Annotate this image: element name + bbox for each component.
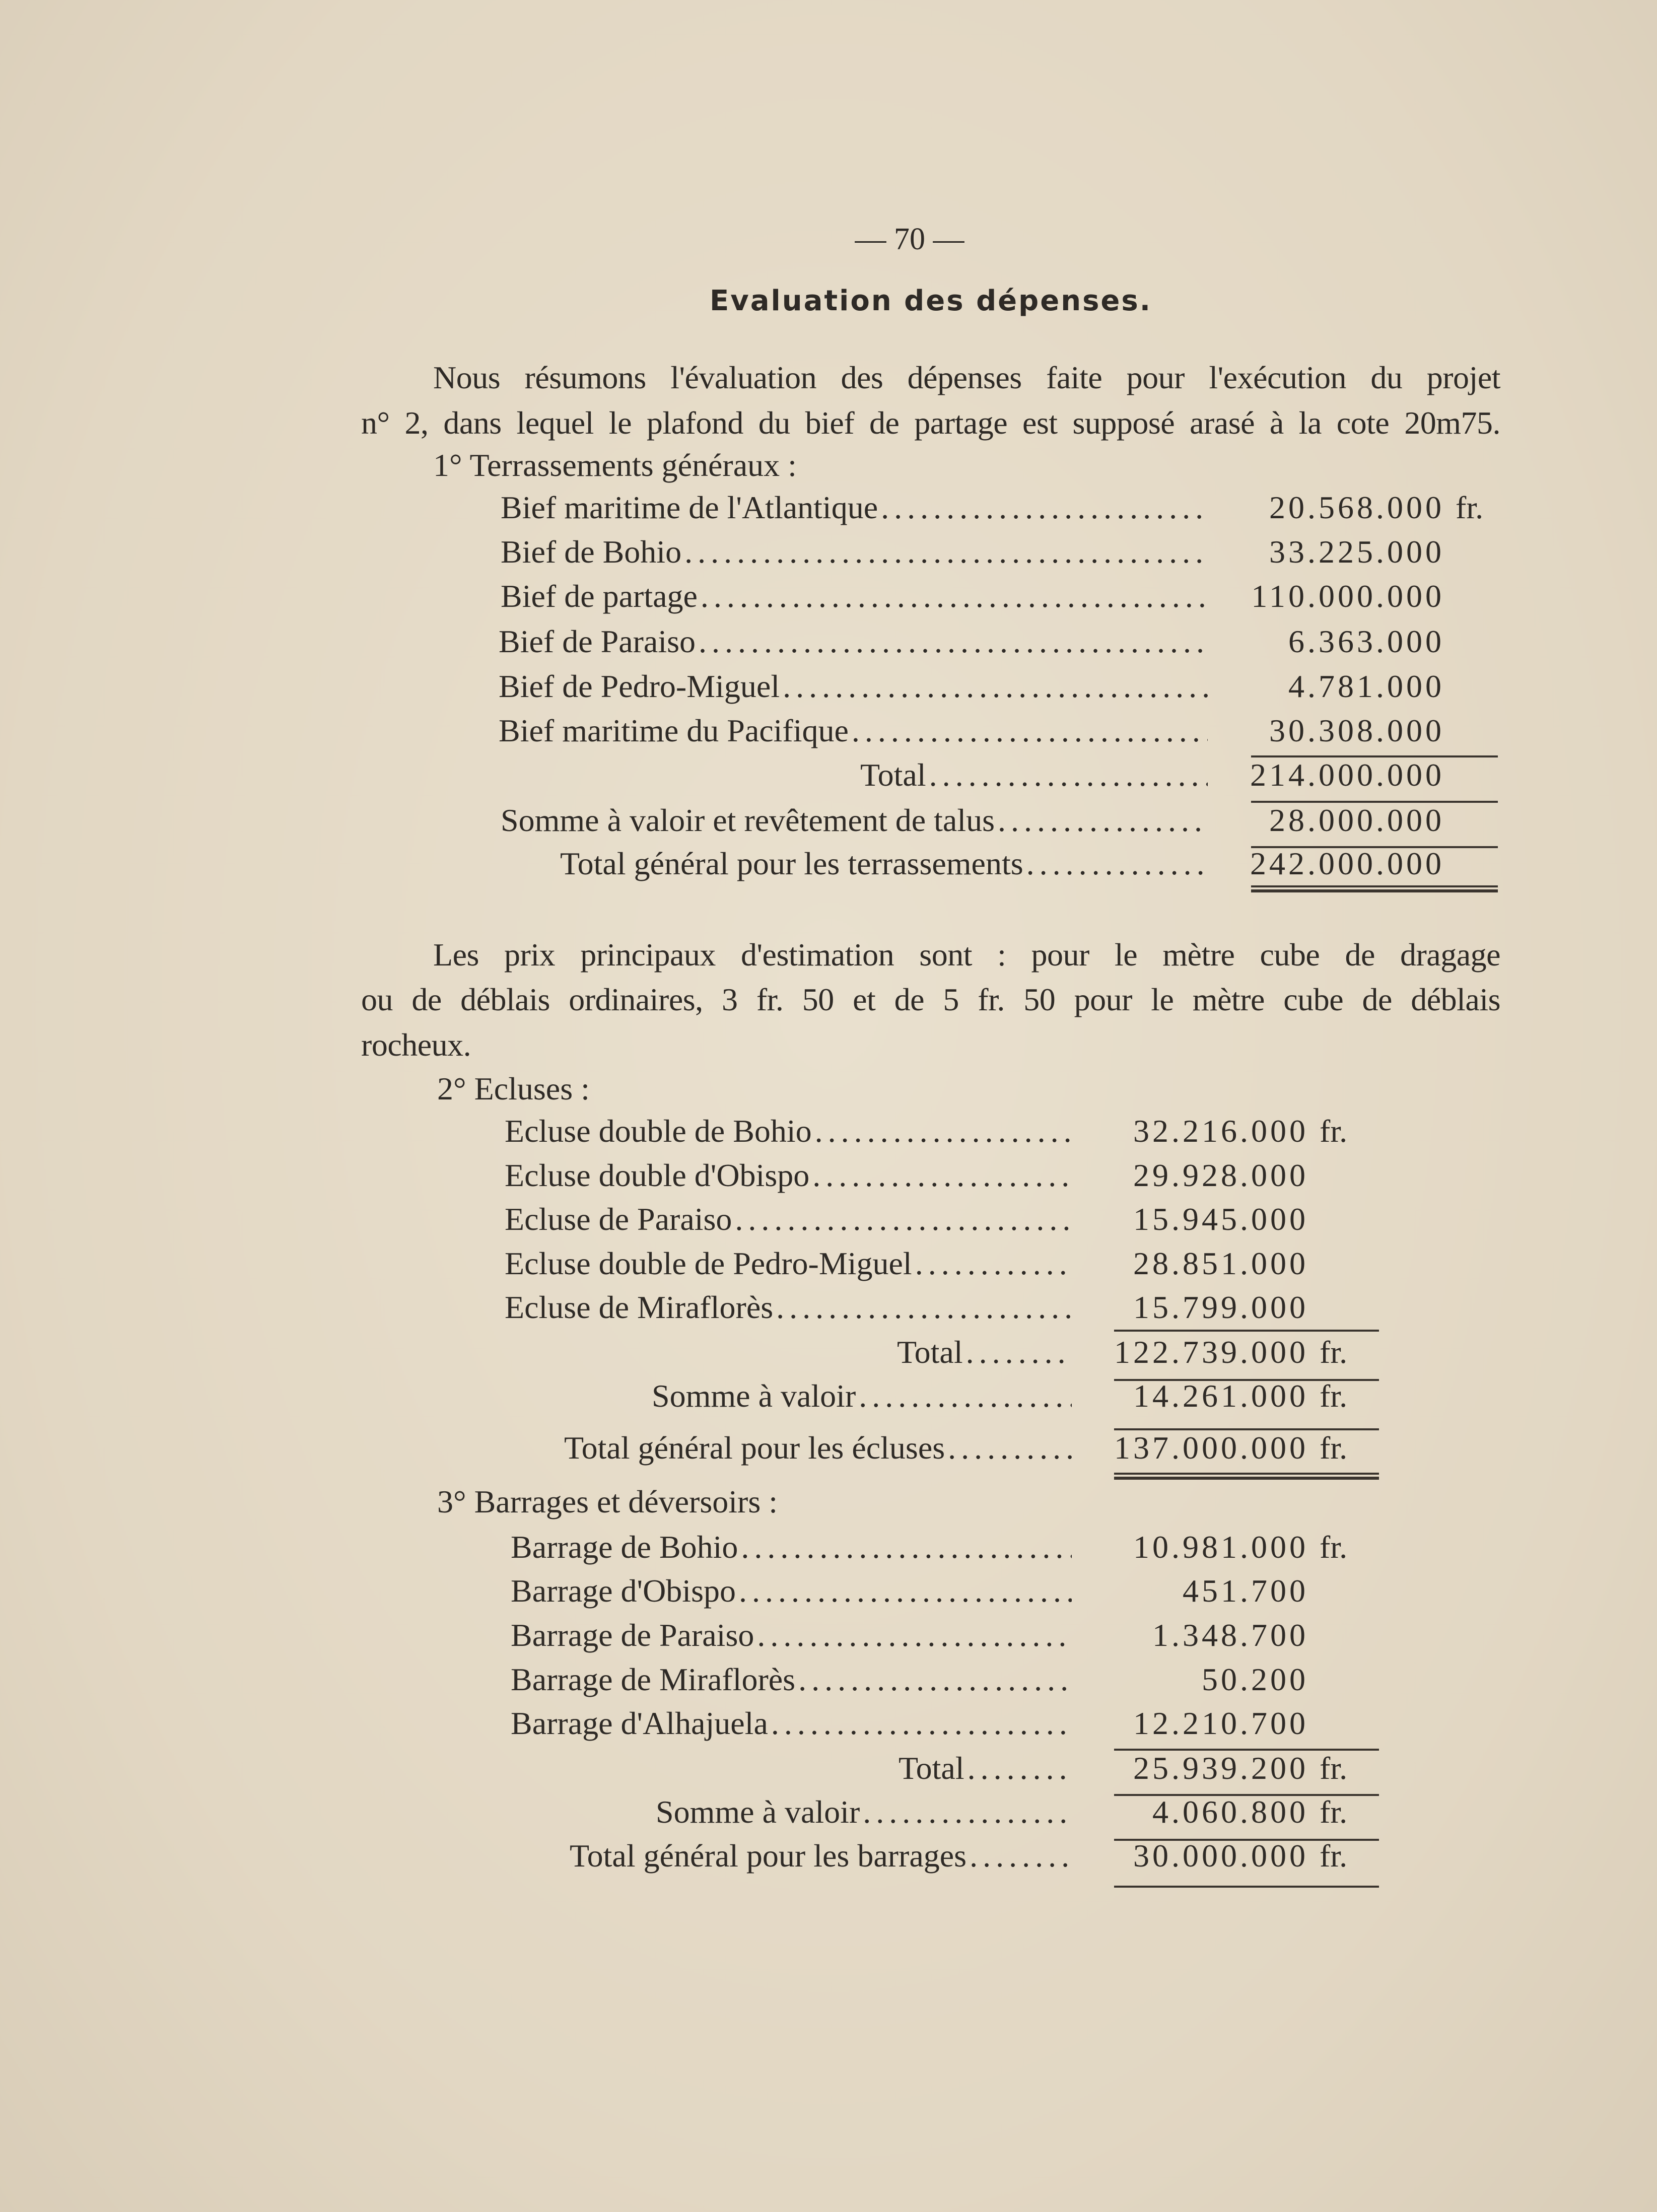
row-value: 451.700 xyxy=(1183,1573,1308,1609)
row-unit: fr. xyxy=(1320,1794,1348,1830)
row-label: Somme à valoir xyxy=(656,1794,860,1830)
cost-row xyxy=(505,1241,1360,1286)
row-value: 242.000.000 xyxy=(1250,846,1444,881)
row-value: 1.348.700 xyxy=(1152,1617,1308,1653)
row-label: Barrage de Miraflorès xyxy=(511,1662,796,1697)
total-row xyxy=(860,752,1491,798)
row-value: 32.216.000 xyxy=(1133,1113,1308,1149)
prix-line-3: rocheux. xyxy=(361,1027,471,1063)
dot-leader xyxy=(968,1746,1072,1791)
row-value: 25.939.200 xyxy=(1133,1750,1308,1786)
row-value: 4.781.000 xyxy=(1288,668,1444,704)
somme-row xyxy=(501,798,1491,843)
cost-row xyxy=(505,1109,1360,1154)
dot-leader xyxy=(970,1833,1072,1879)
row-label: Total xyxy=(899,1750,964,1786)
total-row xyxy=(899,1746,1360,1791)
row-value: 28.000.000 xyxy=(1269,802,1444,838)
row-label: Total général pour les terrassements xyxy=(560,846,1023,881)
dot-leader xyxy=(741,1525,1072,1570)
row-value: 33.225.000 xyxy=(1269,534,1444,570)
prix-line-2: ou de déblais ordinaires, 3 fr. 50 et de 5 fr. 50 pour le mètre cube de déblais xyxy=(361,982,1500,1017)
row-value: 15.945.000 xyxy=(1133,1201,1308,1237)
row-unit: fr. xyxy=(1320,1334,1348,1370)
row-label: Total xyxy=(860,757,926,793)
dot-leader xyxy=(966,1330,1072,1375)
row-label: Bief de Pedro-Miguel xyxy=(499,668,780,704)
row-value: 28.851.000 xyxy=(1133,1246,1308,1281)
terrassements-heading: 1° Terrassements généraux : xyxy=(433,447,797,483)
row-label: Somme à valoir et revêtement de talus xyxy=(501,802,995,838)
row-label: Barrage d'Alhajuela xyxy=(511,1705,768,1741)
dot-leader xyxy=(998,798,1208,843)
row-label: Bief de Paraiso xyxy=(499,624,696,659)
dot-leader xyxy=(699,619,1208,664)
row-label: Ecluse double de Bohio xyxy=(505,1113,812,1149)
cost-row xyxy=(501,529,1491,575)
cost-row xyxy=(499,619,1491,664)
dot-leader xyxy=(739,1568,1072,1614)
somme-row xyxy=(652,1373,1360,1419)
cost-row xyxy=(511,1701,1360,1746)
cost-row xyxy=(505,1153,1360,1198)
prix-line-1: Les prix principaux d'estimation sont : pour le mètre cube de dragage xyxy=(433,937,1500,973)
row-value: 29.928.000 xyxy=(1133,1157,1308,1193)
row-unit: fr. xyxy=(1320,1838,1348,1874)
section-title: Evaluation des dépenses. xyxy=(709,285,1152,317)
row-label: Total général pour les écluses xyxy=(564,1430,945,1466)
dot-leader xyxy=(812,1153,1072,1198)
dot-leader xyxy=(863,1789,1072,1835)
row-label: Bief maritime de l'Atlantique xyxy=(501,490,878,525)
dot-leader xyxy=(798,1657,1072,1702)
row-unit: fr. xyxy=(1320,1430,1348,1466)
double-rule xyxy=(1114,1473,1379,1480)
row-value: 15.799.000 xyxy=(1133,1289,1308,1325)
row-value: 10.981.000 xyxy=(1133,1529,1308,1565)
somme-row xyxy=(656,1789,1360,1835)
total-row xyxy=(897,1330,1360,1375)
dot-leader xyxy=(701,574,1208,619)
row-label: Ecluse double d'Obispo xyxy=(505,1157,810,1193)
cost-row xyxy=(501,574,1491,619)
row-label: Ecluse de Paraiso xyxy=(505,1201,732,1237)
row-label: Bief maritime du Pacifique xyxy=(499,713,849,748)
barrages-heading: 3° Barrages et déversoirs : xyxy=(437,1484,778,1519)
dot-leader xyxy=(771,1701,1072,1746)
row-value: 122.739.000 xyxy=(1114,1334,1308,1370)
ecluses-heading: 2° Ecluses : xyxy=(437,1071,590,1107)
cost-row xyxy=(499,708,1491,753)
double-rule xyxy=(1251,885,1498,892)
row-unit: fr. xyxy=(1320,1378,1348,1414)
cost-row xyxy=(511,1525,1360,1570)
row-value: 214.000.000 xyxy=(1250,757,1444,793)
row-unit: fr. xyxy=(1456,490,1484,525)
row-unit: fr. xyxy=(1320,1750,1348,1786)
cost-row xyxy=(499,664,1491,709)
intro-line-2: n° 2, dans lequel le plafond du bief de partage est supposé arasé à la cote 20m75. xyxy=(361,405,1500,441)
row-label: Barrage de Bohio xyxy=(511,1529,738,1565)
cost-row xyxy=(511,1657,1360,1702)
cost-row xyxy=(511,1613,1360,1658)
row-label: Bief de partage xyxy=(501,578,698,614)
row-label: Total xyxy=(897,1334,963,1370)
dot-leader xyxy=(929,752,1208,798)
row-label: Somme à valoir xyxy=(652,1378,856,1414)
grand-total-row xyxy=(564,1425,1360,1471)
row-unit: fr. xyxy=(1320,1113,1348,1149)
dot-leader xyxy=(915,1241,1072,1286)
row-label: Ecluse de Miraflorès xyxy=(505,1289,774,1325)
row-value: 30.000.000 xyxy=(1133,1838,1308,1874)
sum-rule xyxy=(1114,1886,1379,1888)
cost-row xyxy=(505,1197,1360,1242)
row-value: 30.308.000 xyxy=(1269,713,1444,748)
cost-row xyxy=(501,485,1491,530)
row-value: 50.200 xyxy=(1202,1662,1308,1697)
row-label: Bief de Bohio xyxy=(501,534,682,570)
dot-leader xyxy=(815,1109,1072,1154)
dot-leader xyxy=(859,1373,1072,1419)
page-number: — 70 — xyxy=(855,222,964,256)
row-value: 20.568.000 xyxy=(1269,490,1444,525)
row-value: 12.210.700 xyxy=(1133,1705,1308,1741)
row-value: 110.000.000 xyxy=(1251,578,1444,614)
row-value: 4.060.800 xyxy=(1152,1794,1308,1830)
cost-row xyxy=(511,1568,1360,1614)
dot-leader xyxy=(757,1613,1072,1658)
dot-leader xyxy=(684,529,1208,575)
grand-total-row xyxy=(560,841,1491,886)
row-value: 137.000.000 xyxy=(1114,1430,1308,1466)
grand-total-row xyxy=(570,1833,1360,1879)
row-unit: fr. xyxy=(1320,1529,1348,1565)
row-label: Barrage d'Obispo xyxy=(511,1573,736,1609)
row-label: Barrage de Paraiso xyxy=(511,1617,754,1653)
row-value: 14.261.000 xyxy=(1133,1378,1308,1414)
row-label: Total général pour les barrages xyxy=(570,1838,967,1874)
dot-leader xyxy=(852,708,1208,753)
cost-row xyxy=(505,1285,1360,1330)
dot-leader xyxy=(735,1197,1072,1242)
dot-leader xyxy=(783,664,1208,709)
dot-leader xyxy=(776,1285,1072,1330)
dot-leader xyxy=(881,485,1208,530)
row-label: Ecluse double de Pedro-Miguel xyxy=(505,1246,912,1281)
dot-leader xyxy=(948,1425,1072,1471)
dot-leader xyxy=(1026,841,1208,886)
intro-line-1: Nous résumons l'évaluation des dépenses faite pour l'exécution du projet xyxy=(433,360,1500,395)
row-value: 6.363.000 xyxy=(1288,624,1444,659)
